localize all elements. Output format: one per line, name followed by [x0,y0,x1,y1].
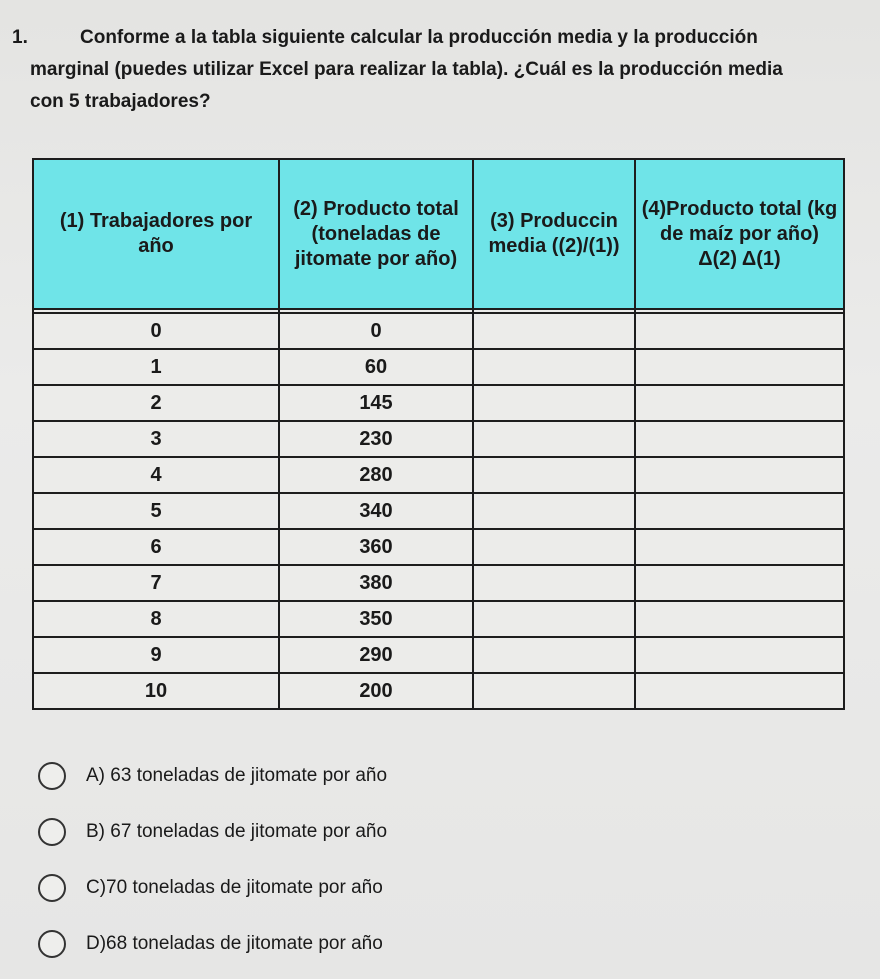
marginal-product-cell[interactable] [635,385,844,421]
total-product-cell: 290 [279,637,473,673]
option-c-label: C)70 toneladas de jitomate por año [86,877,383,898]
question-line-3: con 5 trabajadores? [30,91,211,112]
workers-cell: 10 [33,673,279,709]
total-product-cell: 360 [279,529,473,565]
total-product-cell: 145 [279,385,473,421]
average-product-cell[interactable] [473,457,635,493]
table-row [33,565,844,601]
workers-cell: 6 [33,529,279,565]
average-product-cell[interactable] [473,565,635,601]
marginal-product-cell[interactable] [635,313,844,349]
header-total-product [279,159,473,309]
option-b-label: B) 67 toneladas de jitomate por año [86,821,388,842]
header-total-product-text: (2) Producto total (toneladas de jitomate por año) [293,197,459,270]
average-product-cell[interactable] [473,601,635,637]
question-line-2: marginal (puedes utilizar Excel para realizar la tabla). ¿Cuál es la producción media [30,59,783,80]
table-header-row [33,159,844,309]
option-c[interactable] [38,860,387,916]
average-product-cell[interactable] [473,313,635,349]
average-product-cell[interactable] [473,673,635,709]
average-product-cell[interactable] [473,421,635,457]
total-product-cell: 0 [279,313,473,349]
marginal-product-cell[interactable] [635,349,844,385]
workers-cell: 3 [33,421,279,457]
table-row [33,349,844,385]
marginal-product-cell[interactable] [635,637,844,673]
total-product-cell: 200 [279,673,473,709]
table-row [33,385,844,421]
header-average-product [473,159,635,309]
marginal-product-cell[interactable] [635,601,844,637]
question-line-1: Conforme a la tabla siguiente calcular la producción media y la producción [80,27,758,48]
option-a[interactable] [38,748,387,804]
total-product-cell: 60 [279,349,473,385]
average-product-cell[interactable] [473,385,635,421]
table-row [33,421,844,457]
radio-button-icon[interactable] [38,762,66,790]
total-product-cell: 380 [279,565,473,601]
header-workers [33,159,279,309]
average-product-cell[interactable] [473,493,635,529]
marginal-product-cell[interactable] [635,529,844,565]
total-product-cell: 340 [279,493,473,529]
option-d[interactable] [38,916,387,972]
workers-cell: 1 [33,349,279,385]
marginal-product-cell[interactable] [635,565,844,601]
workers-cell: 9 [33,637,279,673]
question-text [30,18,870,118]
total-product-cell: 350 [279,601,473,637]
header-marginal-product-text: (4)Producto total (kg de maíz por año) Δ(2) Δ(1) [641,197,838,270]
radio-button-icon[interactable] [38,818,66,846]
table-row [33,529,844,565]
question [0,18,870,118]
header-average-product-text: (3) Produccin media ((2)/(1)) [488,210,620,257]
header-workers-text: (1) Trabajadores por año [59,210,253,257]
average-product-cell[interactable] [473,637,635,673]
radio-button-icon[interactable] [38,930,66,958]
table-row [33,313,844,349]
workers-cell: 0 [33,313,279,349]
radio-button-icon[interactable] [38,874,66,902]
production-table [32,158,845,710]
marginal-product-cell[interactable] [635,457,844,493]
table-row [33,601,844,637]
workers-cell: 2 [33,385,279,421]
average-product-cell[interactable] [473,349,635,385]
table-row [33,637,844,673]
table-row [33,457,844,493]
total-product-cell: 280 [279,457,473,493]
table-body [33,313,844,709]
average-product-cell[interactable] [473,529,635,565]
marginal-product-cell[interactable] [635,421,844,457]
workers-cell: 5 [33,493,279,529]
marginal-product-cell[interactable] [635,673,844,709]
option-d-label: D)68 toneladas de jitomate por año [86,933,383,954]
answer-options [38,748,387,972]
table-row [33,493,844,529]
workers-cell: 4 [33,457,279,493]
total-product-cell: 230 [279,421,473,457]
marginal-product-cell[interactable] [635,493,844,529]
option-a-label: A) 63 toneladas de jitomate por año [86,765,388,786]
workers-cell: 7 [33,565,279,601]
table-row [33,673,844,709]
question-number: 1. [12,27,28,48]
option-b[interactable] [38,804,387,860]
workers-cell: 8 [33,601,279,637]
header-marginal-product [635,159,844,309]
